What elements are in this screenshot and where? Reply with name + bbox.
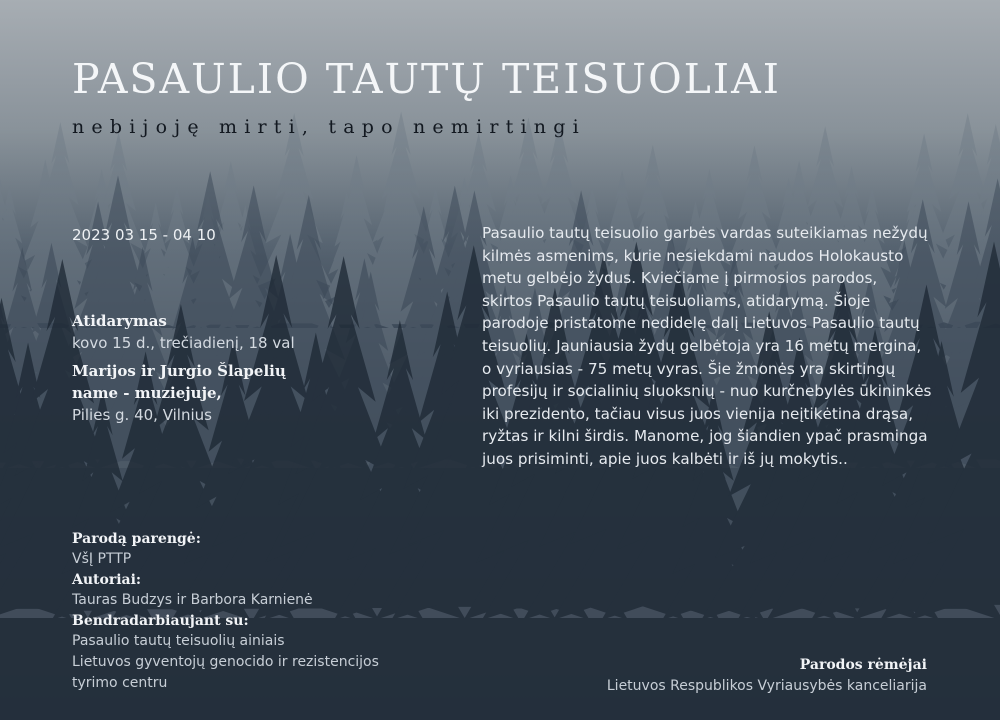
venue-address: Pilies g. 40, Vilnius	[72, 406, 212, 424]
sponsors-value: Lietuvos Respublikos Vyriausybės kanceliarija	[606, 678, 927, 694]
prepared-by-value: VšĮ PTTP	[72, 551, 132, 567]
opening-heading: Atidarymas	[72, 312, 167, 330]
exhibition-dates: 2023 03 15 - 04 10	[72, 226, 216, 244]
poster-title: PASAULIO TAUTŲ TEISUOLIAI	[72, 55, 781, 103]
exhibition-description: Pasaulio tautų teisuolio garbės vardas suteikiamas nežydų kilmės asmenims, kurie nesiekdami naudos Holokausto metu gelbėjo žydus. Kviečiame į pirmosios parodos, skirtos Pasaulio tautų teisuoliams, atidarymą. Šioje parodoje pristatome nedidelę dalį Lietuvos Pasaulio tautų teisuolių. Jauniausia žydų gelbėtoja yra 16 metų mergina, o vyriausias - 75 metų vyras. Šie žmonės yra skirtingų profesijų ir socialinių sluoksnių - nuo kurčnebylės ūkininkės iki prezidento, tačiau visus juos vienija neįtikėtina drąsa, ryžtas ir kilni širdis. Manome, jog šiandien ypač prasminga juos prisiminti, apie juos kalbėti ir iš jų mokytis..	[482, 224, 932, 468]
partner-item: Lietuvos gyventojų genocido ir rezistencijos	[72, 654, 379, 670]
authors-heading: Autoriai:	[72, 572, 142, 588]
poster-subtitle: nebijoję mirti, tapo nemirtingi	[72, 116, 586, 138]
venue-name-line1: Marijos ir Jurgio Šlapelių	[72, 362, 286, 380]
partner-item: tyrimo centru	[72, 675, 168, 691]
partners-heading: Bendradarbiaujant su:	[72, 613, 249, 629]
opening-info	[72, 310, 432, 426]
authors-value: Tauras Budzys ir Barbora Karnienė	[72, 592, 313, 608]
credits-block	[72, 529, 452, 694]
sponsors-block	[607, 654, 927, 697]
prepared-by-heading: Parodą parengė:	[72, 531, 201, 547]
opening-time: kovo 15 d., trečiadienį, 18 val	[72, 334, 295, 352]
sponsors-heading: Parodos rėmėjai	[799, 657, 927, 673]
partner-item: Pasaulio tautų teisuolių ainiais	[72, 633, 285, 649]
venue-name-line2: name - muziejuje,	[72, 384, 222, 402]
